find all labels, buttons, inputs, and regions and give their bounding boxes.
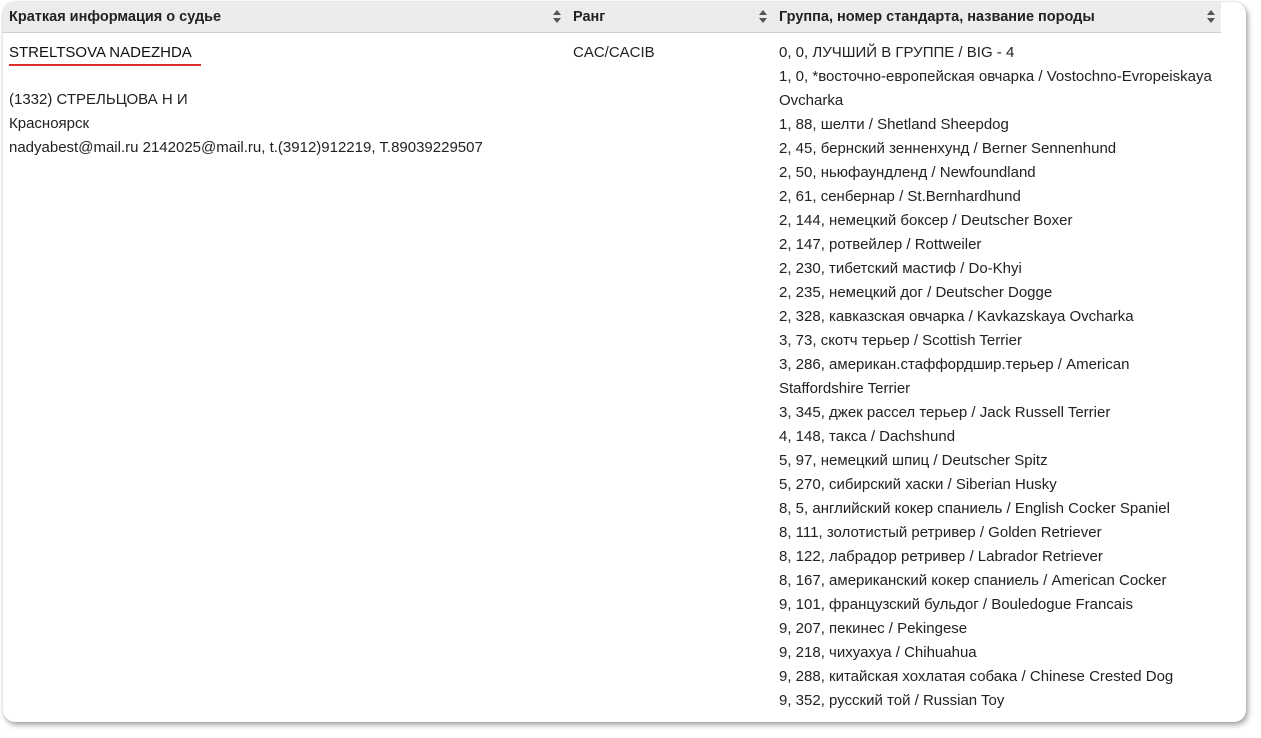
breed-item: 9, 207, пекинес / Pekingese [779,620,968,637]
breed-item: 2, 61, сенбернар / St.Bernhardhund [779,188,1021,205]
breed-item: 3, 73, скотч терьер / Scottish Terrier [779,332,1022,349]
breed-item: 2, 328, кавказская овчарка / Kavkazskaya Ovcharka [779,308,1134,325]
breed-item: 9, 101, французский бульдог / Bouledogue Francais [779,596,1133,613]
breed-item: 2, 235, немецкий дог / Deutscher Dogge [779,284,1053,301]
breeds-cell [773,33,1221,714]
table-body [3,33,1221,714]
judge-name: STRELTSOVA NADEZHDA [9,42,201,66]
breed-item: 2, 147, ротвейлер / Rottweiler [779,236,982,253]
judges-table [3,2,1221,713]
sort-icon[interactable] [759,10,767,24]
breed-item: 2, 230, тибетский мастиф / Do-Khyi [779,260,1022,277]
sort-icon[interactable] [553,10,561,24]
breed-item: 8, 111, золотистый ретривер / Golden Retriever [779,524,1102,541]
column-header-label: Ранг [573,9,606,25]
sort-icon[interactable] [1207,10,1215,24]
breed-item: 8, 5, английский кокер спаниель / English Cocker Spaniel [779,500,1170,517]
breed-item: 5, 97, немецкий шпиц / Deutscher Spitz [779,452,1048,469]
breed-item: 8, 167, американский кокер спаниель / American Cocker [779,572,1167,589]
breed-item: 1, 88, шелти / Shetland Sheepdog [779,116,1009,133]
breed-item: 1, 0, *восточно-европейская овчарка / Vostochno-Evropeiskaya Ovcharka [779,68,1212,109]
column-header-breeds[interactable] [773,2,1221,33]
rank-cell [567,33,773,714]
judge-code-name: (1332) СТРЕЛЬЦОВА Н И [9,91,188,108]
table-header [3,2,1221,33]
breed-item: 0, 0, ЛУЧШИЙ В ГРУППЕ / BIG - 4 [779,44,1015,61]
breed-item: 2, 50, ньюфаундленд / Newfoundland [779,164,1036,181]
judge-city: Красноярск [9,115,90,132]
table-row [3,33,1221,714]
judge-contacts: nadyabest@mail.ru 2142025@mail.ru, t.(3912)912219, T.89039229507 [9,139,483,156]
header-row [3,2,1221,33]
breed-item: 9, 288, китайская хохлатая собака / Chinese Crested Dog [779,668,1174,685]
breed-item: 4, 148, такса / Dachshund [779,428,956,445]
judge-info-cell [3,33,567,714]
column-header-label: Краткая информация о судье [9,9,222,25]
judge-rank: CAC/CACIB [573,44,655,61]
breed-item: 3, 345, джек рассел терьер / Jack Russell Terrier [779,404,1111,421]
column-header-label: Группа, номер стандарта, название породы [779,9,1095,25]
breed-item: 9, 352, русский той / Russian Toy [779,692,1005,709]
breed-list [779,41,1215,713]
judges-card [3,2,1246,722]
breed-item: 9, 218, чихуахуа / Chihuahua [779,644,977,661]
breed-item: 5, 270, сибирский хаски / Siberian Husky [779,476,1057,493]
breed-item: 2, 45, бернский зенненхунд / Berner Sennenhund [779,140,1117,157]
column-header-rank[interactable] [567,2,773,33]
column-header-judge-info[interactable] [3,2,567,33]
breed-item: 2, 144, немецкий боксер / Deutscher Boxer [779,212,1073,229]
breed-item: 3, 286, американ.стаффордшир.терьер / American Staffordshire Terrier [779,356,1130,397]
breed-item: 8, 122, лабрадор ретривер / Labrador Retriever [779,548,1103,565]
